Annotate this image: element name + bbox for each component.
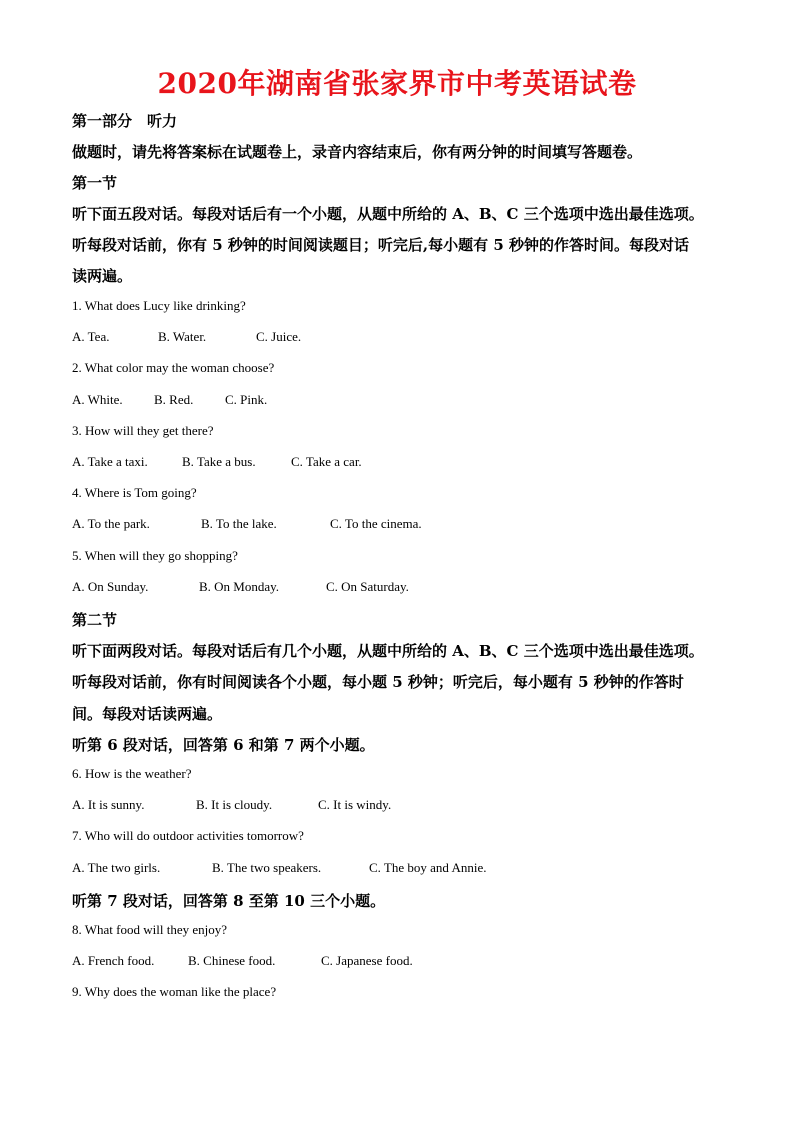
question-options (72, 454, 362, 470)
option-a: A. White. (72, 392, 123, 407)
question-text: 1. What does Lucy like drinking? (72, 298, 246, 313)
question-options (72, 797, 391, 813)
option-c: C. Pink. (225, 392, 268, 407)
section2-instruction-line: 听下面两段对话。每段对话后有几个小题，从题中所给的 A、B、C 三个选项中选出最佳选项。 (72, 642, 704, 660)
part-heading: 第一部分 听力 (72, 112, 178, 130)
question-text: 9. Why does the woman like the place? (72, 984, 277, 999)
question-text: 5. When will they go shopping? (72, 548, 238, 563)
exam-title: 2020年湖南省张家界市中考英语试卷 (157, 67, 637, 100)
option-c: C. Juice. (256, 329, 302, 344)
question-options (72, 579, 409, 595)
option-a: A. To the park. (72, 516, 150, 531)
question-options (72, 516, 422, 532)
question-text: 2. What color may the woman choose? (72, 360, 275, 375)
question-options (72, 392, 267, 408)
option-a: A. It is sunny. (72, 797, 145, 812)
option-c: C. On Saturday. (326, 579, 409, 594)
section1-instruction-line: 听每段对话前，你有 5 秒钟的时间阅读题目；听完后,每小题有 5 秒钟的作答时间。每段对话 (72, 236, 689, 254)
question-text: 8. What food will they enjoy? (72, 922, 228, 937)
option-b: B. Take a bus. (182, 454, 256, 469)
option-b: B. To the lake. (201, 516, 277, 531)
option-b: B. It is cloudy. (196, 797, 273, 812)
option-c: C. Take a car. (291, 454, 362, 469)
option-a: A. French food. (72, 953, 155, 968)
section1-instruction-line: 读两遍。 (72, 267, 133, 285)
option-c: C. Japanese food. (321, 953, 413, 968)
section1-instruction-line: 听下面五段对话。每段对话后有一个小题，从题中所给的 A、B、C 三个选项中选出最佳选项。 (72, 205, 704, 223)
question-text: 7. Who will do outdoor activities tomorrow? (72, 828, 304, 843)
option-b: B. On Monday. (199, 579, 280, 594)
section2-heading: 第二节 (72, 611, 118, 629)
option-b: B. Water. (158, 329, 207, 344)
option-a: A. On Sunday. (72, 579, 149, 594)
question-options (72, 329, 301, 345)
option-b: B. Red. (154, 392, 194, 407)
option-c: C. It is windy. (318, 797, 392, 812)
question-text: 4. Where is Tom going? (72, 485, 197, 500)
dialogue-6-heading: 听第 6 段对话，回答第 6 和第 7 两个小题。 (72, 736, 375, 754)
option-c: C. The boy and Annie. (369, 860, 487, 875)
part-instruction: 做题时，请先将答案标在试题卷上，录音内容结束后，你有两分钟的时间填写答题卷。 (72, 143, 643, 161)
option-b: B. Chinese food. (188, 953, 276, 968)
section1-heading: 第一节 (72, 174, 118, 192)
question-options (72, 953, 413, 969)
question-text: 3. How will they get there? (72, 423, 214, 438)
option-a: A. Take a taxi. (72, 454, 148, 469)
option-c: C. To the cinema. (330, 516, 422, 531)
option-a: A. The two girls. (72, 860, 161, 875)
question-options (72, 860, 486, 876)
section2-instruction-line: 间。每段对话读两遍。 (72, 705, 223, 723)
option-b: B. The two speakers. (212, 860, 322, 875)
option-a: A. Tea. (72, 329, 110, 344)
section2-instruction-line: 听每段对话前，你有时间阅读各个小题，每小题 5 秒钟；听完后，每小题有 5 秒钟的作答时 (72, 673, 684, 691)
question-text: 6. How is the weather? (72, 766, 192, 781)
dialogue-7-heading: 听第 7 段对话，回答第 8 至第 10 三个小题。 (72, 892, 386, 910)
